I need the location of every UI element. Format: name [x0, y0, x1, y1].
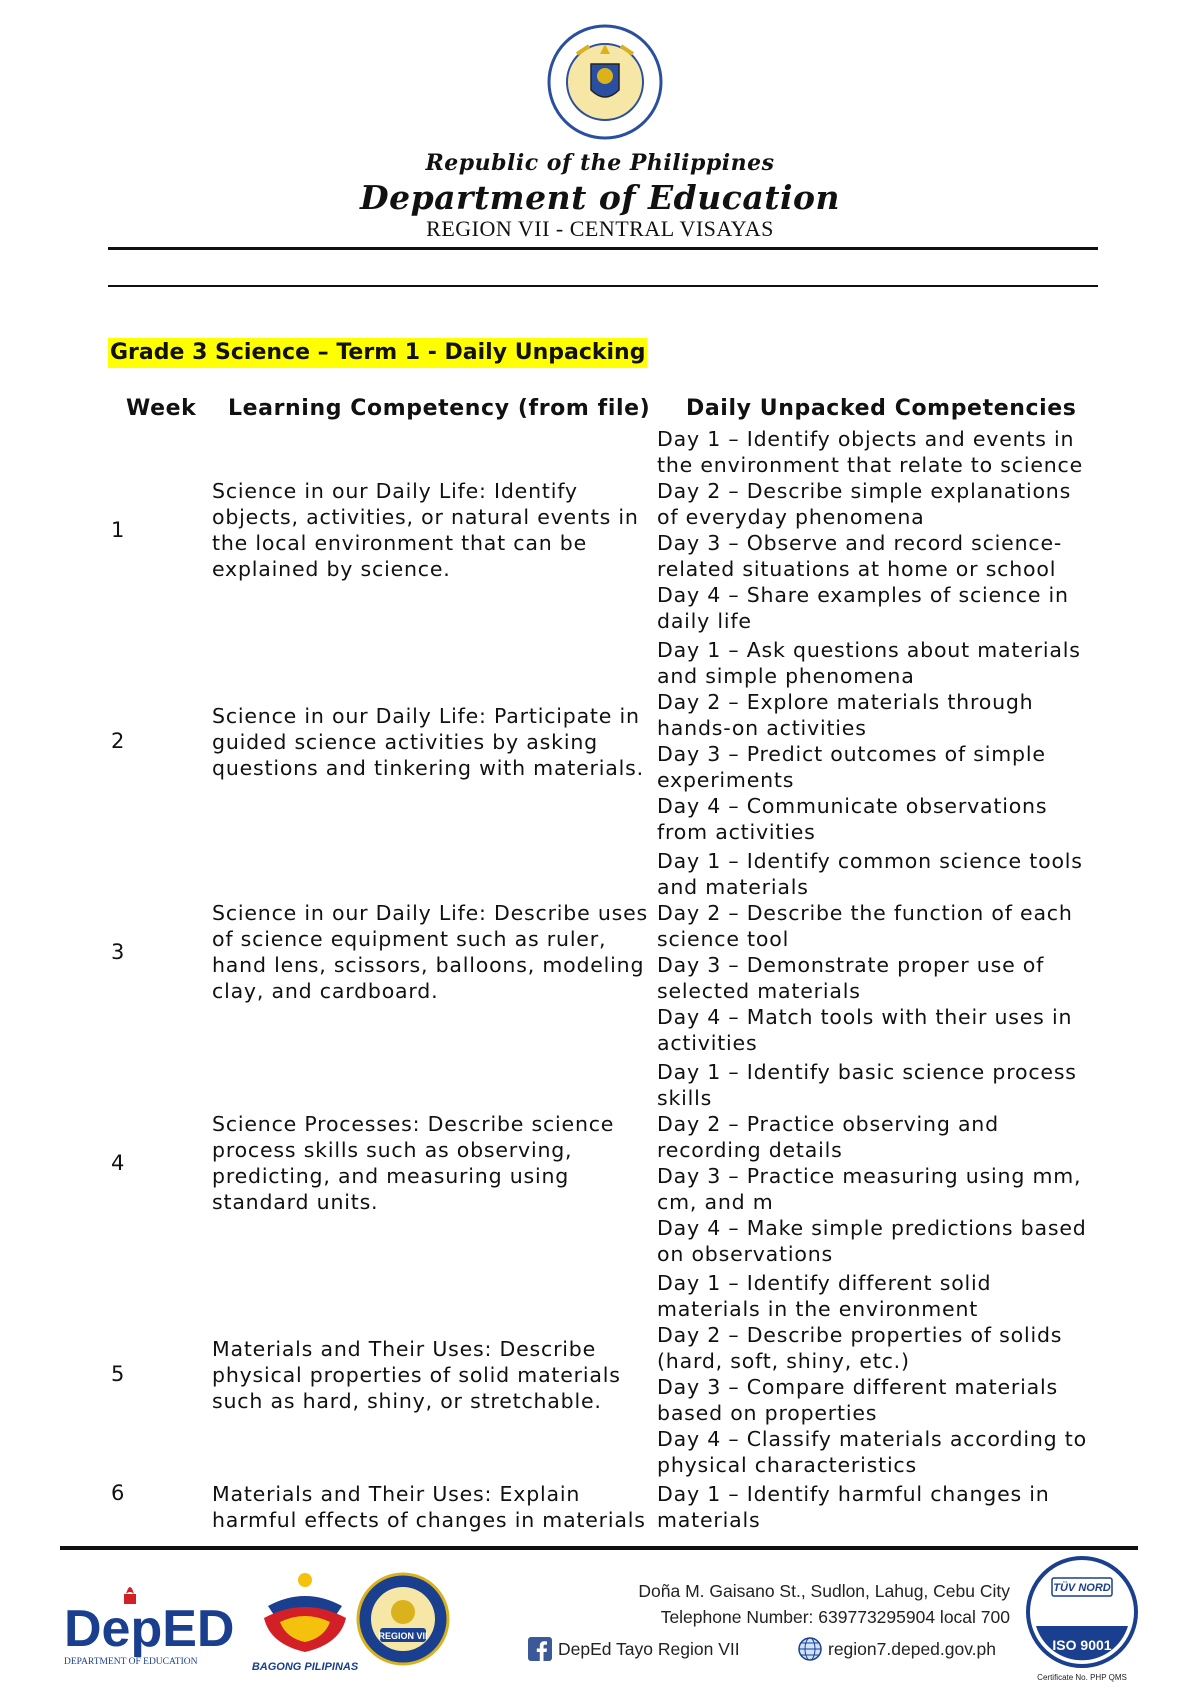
footer-address: Doña M. Gaisano St., Sudlon, Lahug, Cebu City — [638, 1581, 1010, 1601]
day-item: Day 1 – Ask questions about materials and simple phenomena — [657, 638, 1081, 688]
region-vii-logo — [356, 1572, 450, 1666]
region-heading: REGION VII - CENTRAL VISAYAS — [426, 216, 774, 241]
tuv-iso-certification-logo — [1026, 1554, 1138, 1690]
week-number: 4 — [111, 1151, 125, 1175]
header-divider — [108, 247, 1098, 250]
learning-competency: Materials and Their Uses: Explain harmful effects of changes in materials — [212, 1482, 646, 1532]
day-item: Day 3 – Demonstrate proper use of selected materials — [657, 953, 1045, 1003]
week-number: 6 — [111, 1481, 125, 1505]
day-item: Day 3 – Practice measuring using mm, cm, and m — [657, 1164, 1082, 1214]
bagong-pilipinas-logo — [250, 1566, 360, 1676]
day-item: Day 2 – Explore materials through hands-on activities — [657, 690, 1034, 740]
iso-label: ISO 9001 — [1052, 1637, 1112, 1653]
daily-competencies — [657, 1059, 1097, 1267]
website-globe-icon — [798, 1637, 822, 1661]
day-item: Day 1 – Identify common science tools and materials — [657, 849, 1083, 899]
republic-heading: Republic of the Philippines — [425, 150, 775, 176]
column-header-daily: Daily Unpacked Competencies — [686, 396, 1077, 421]
daily-competencies — [657, 637, 1097, 845]
footer-facebook-link[interactable] — [528, 1637, 740, 1661]
header-divider-lower — [108, 285, 1098, 287]
day-item: Day 1 – Identify harmful changes in materials — [657, 1482, 1050, 1532]
facebook-label: DepEd Tayo Region VII — [558, 1638, 740, 1659]
daily-competencies — [657, 848, 1097, 1056]
website-label: region7.deped.gov.ph — [828, 1638, 997, 1659]
deped-seal-logo — [547, 24, 663, 140]
week-number: 2 — [111, 729, 125, 753]
day-item: Day 3 – Compare different materials based on properties — [657, 1375, 1058, 1425]
region-vii-logo-label: REGION VII — [378, 1631, 428, 1641]
day-item: Day 1 – Identify basic science process skills — [657, 1060, 1077, 1110]
tuv-label: TÜV NORD — [1053, 1582, 1111, 1594]
day-item: Day 4 – Classify materials according to physical characteristics — [657, 1427, 1087, 1477]
daily-competencies — [657, 426, 1097, 634]
day-item: Day 4 – Match tools with their uses in activities — [657, 1005, 1073, 1055]
learning-competency: Science in our Daily Life: Describe uses of science equipment such as ruler, hand lens, scissors, balloons, modeling clay, and cardboard. — [212, 901, 649, 1003]
week-number: 1 — [111, 518, 125, 542]
daily-competencies — [657, 1481, 1097, 1533]
week-number: 5 — [111, 1362, 125, 1386]
facebook-icon — [528, 1637, 552, 1661]
day-item: Day 3 – Predict outcomes of simple experiments — [657, 742, 1046, 792]
day-item: Day 1 – Identify objects and events in the environment that relate to science — [657, 427, 1084, 477]
department-heading: Department of Education — [359, 178, 840, 217]
day-item: Day 2 – Describe the function of each science tool — [657, 901, 1073, 951]
deped-logo-subtitle: DEPARTMENT OF EDUCATION — [64, 1657, 198, 1667]
day-item: Day 3 – Observe and record science-related situations at home or school — [657, 531, 1063, 581]
document-title: Grade 3 Science – Term 1 - Daily Unpacking — [108, 338, 647, 368]
day-item: Day 2 – Describe properties of solids (hard, soft, shiny, etc.) — [657, 1323, 1063, 1373]
day-item: Day 4 – Make simple predictions based on observations — [657, 1216, 1087, 1266]
footer-telephone: Telephone Number: 639773295904 local 700 — [660, 1607, 1010, 1627]
footer-divider — [60, 1546, 1138, 1550]
deped-logo — [64, 1580, 234, 1670]
learning-competency: Materials and Their Uses: Describe physical properties of solid materials such as hard, shiny, or stretchable. — [212, 1337, 621, 1413]
day-item: Day 4 – Communicate observations from activities — [657, 794, 1048, 844]
column-header-week: Week — [126, 396, 197, 421]
footer-website-link[interactable] — [798, 1637, 996, 1661]
daily-competencies — [657, 1270, 1097, 1478]
day-item: Day 2 – Practice observing and recording details — [657, 1112, 999, 1162]
bagong-pilipinas-label: BAGONG PILIPINAS — [251, 1661, 359, 1673]
learning-competency: Science Processes: Describe science process skills such as observing, predicting, and measuring using standard units. — [212, 1112, 615, 1214]
column-header-competency: Learning Competency (from file) — [228, 396, 651, 421]
day-item: Day 4 – Share examples of science in daily life — [657, 583, 1069, 633]
learning-competency: Science in our Daily Life: Identify objects, activities, or natural events in the local environment that can be explained by science. — [212, 479, 639, 581]
footer-address-block — [580, 1578, 1010, 1630]
certificate-label: Certificate No. PHP QMS — [1037, 1673, 1127, 1682]
day-item: Day 2 – Describe simple explanations of everyday phenomena — [657, 479, 1072, 529]
day-item: Day 1 – Identify different solid materials in the environment — [657, 1271, 992, 1321]
week-number: 3 — [111, 940, 125, 964]
learning-competency: Science in our Daily Life: Participate in guided science activities by asking questions and tinkering with materials. — [212, 704, 644, 780]
deped-logo-wordmark: DepED — [64, 1600, 234, 1658]
